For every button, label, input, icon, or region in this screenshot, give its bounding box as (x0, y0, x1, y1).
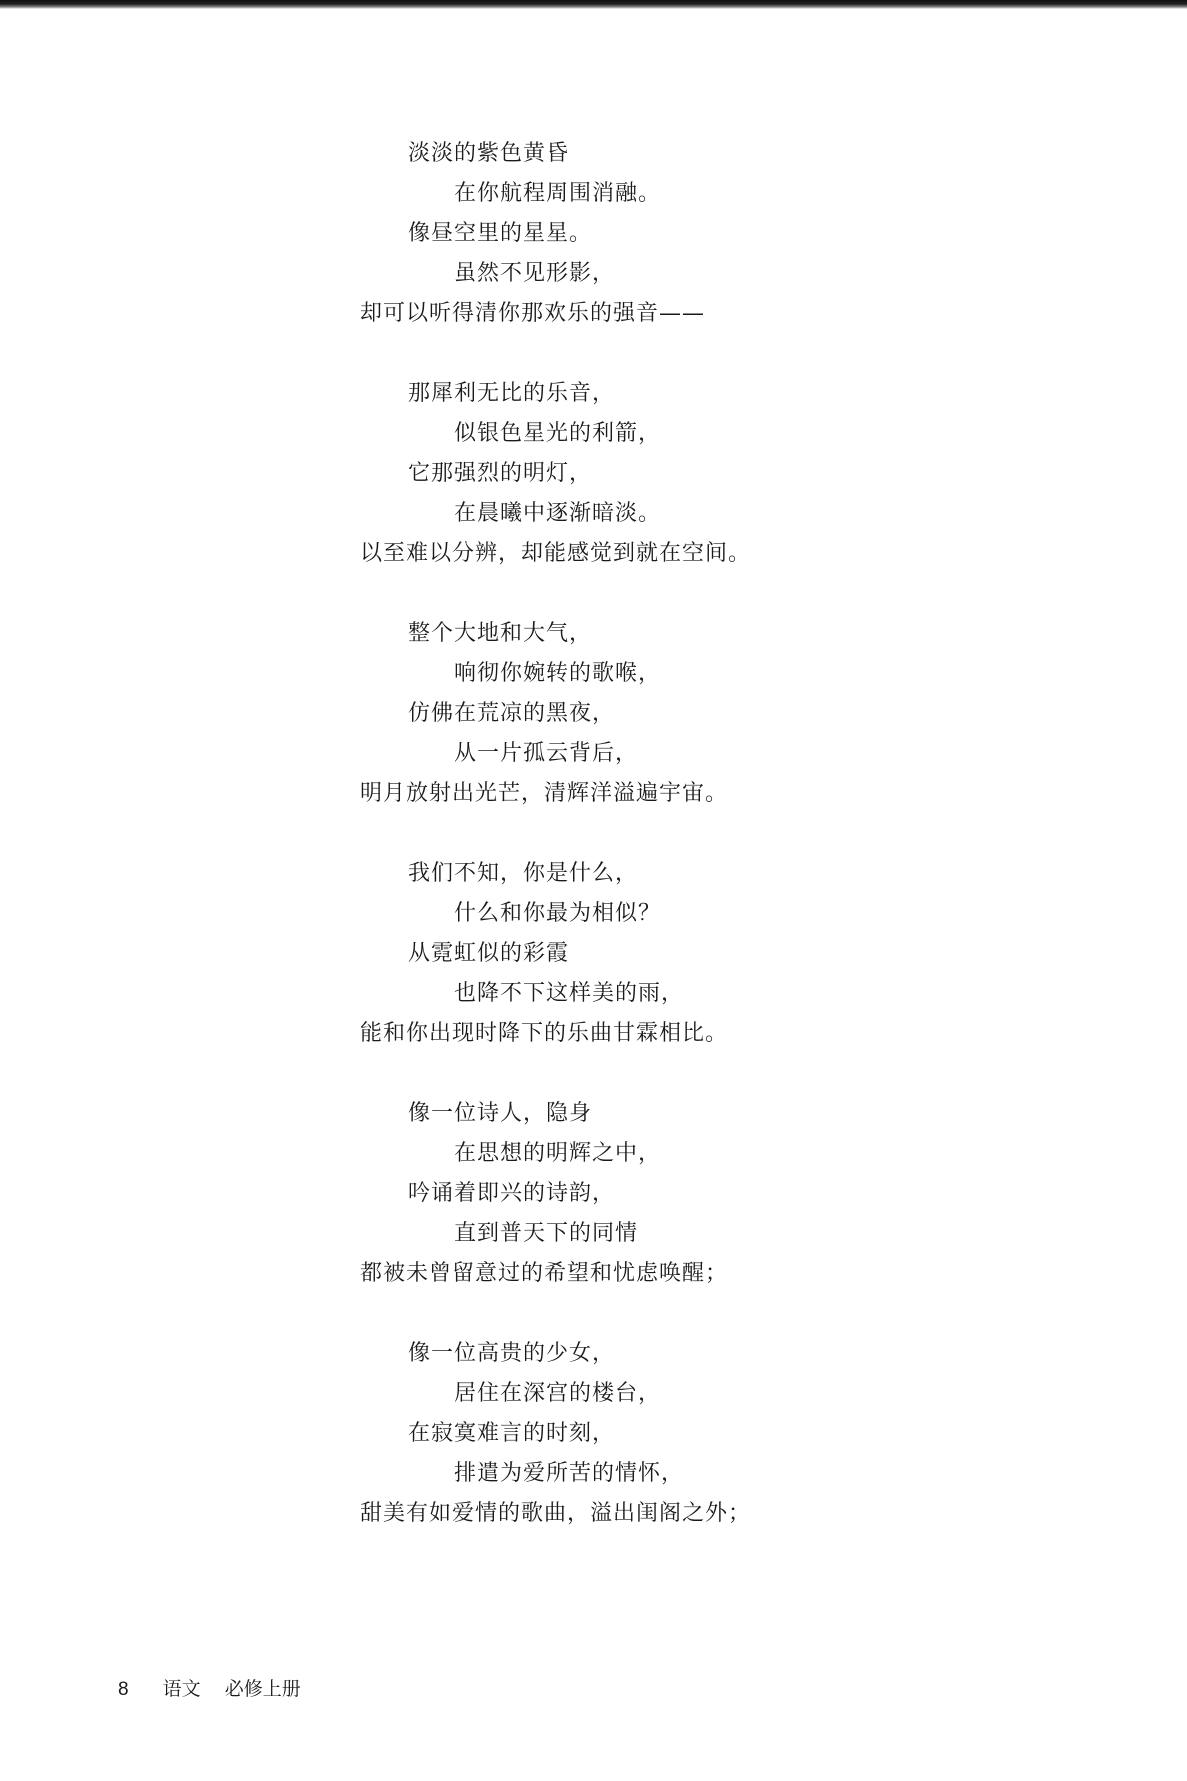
poem-line: 排遣为爱所苦的情怀， (454, 1461, 685, 1486)
page-number: 8 (118, 1679, 129, 1700)
poem-line: 从霓虹似的彩霞 (408, 941, 570, 966)
poem-line: 甜美有如爱情的歌曲，溢出闺阁之外； (360, 1501, 752, 1526)
poem-line: 吟诵着即兴的诗韵， (408, 1181, 616, 1206)
book-title: 语文 (162, 1678, 201, 1700)
poem-line: 在寂寞难言的时刻， (408, 1421, 616, 1446)
poem-line: 整个大地和大气， (408, 621, 593, 646)
poem-line: 也降不下这样美的雨， (454, 981, 685, 1006)
page-footer (118, 1676, 301, 1703)
poem-stanza (360, 854, 928, 1054)
poem-body (360, 134, 928, 1574)
poem-stanza (360, 1094, 928, 1294)
poem-line: 它那强烈的明灯， (408, 461, 593, 486)
poem-stanza (360, 374, 928, 574)
page-top-edge (0, 0, 1187, 9)
poem-line: 在你航程周围消融。 (454, 181, 662, 206)
poem-line: 响彻你婉转的歌喉， (454, 661, 662, 686)
poem-line: 在晨曦中逐渐暗淡。 (454, 501, 662, 526)
poem-line: 明月放射出光芒，清辉洋溢遍宇宙。 (360, 781, 729, 806)
poem-stanza (360, 134, 928, 334)
poem-line: 像一位高贵的少女， (408, 1341, 616, 1366)
poem-line: 什么和你最为相似？ (454, 901, 662, 926)
poem-line: 却可以听得清你那欢乐的强音—— (360, 301, 706, 326)
poem-line: 从一片孤云背后， (454, 741, 639, 766)
poem-line: 我们不知，你是什么， (408, 861, 639, 886)
poem-line: 像一位诗人，隐身 (408, 1101, 593, 1126)
poem-line: 仿佛在荒凉的黑夜， (408, 701, 616, 726)
poem-line: 以至难以分辨，却能感觉到就在空间。 (360, 541, 752, 566)
poem-stanza (360, 1334, 928, 1534)
poem-line: 能和你出现时降下的乐曲甘霖相比。 (360, 1021, 729, 1046)
poem-line: 直到普天下的同情 (454, 1221, 639, 1246)
poem-line: 在思想的明辉之中， (454, 1141, 662, 1166)
poem-line: 居住在深宫的楼台， (454, 1381, 662, 1406)
poem-line: 那犀利无比的乐音， (408, 381, 616, 406)
poem-line: 似银色星光的利箭， (454, 421, 662, 446)
poem-line: 淡淡的紫色黄昏 (408, 141, 570, 166)
poem-line: 虽然不见形影， (454, 261, 616, 286)
poem-line: 都被未曾留意过的希望和忧虑唤醒； (360, 1261, 729, 1286)
poem-line: 像昼空里的星星。 (408, 221, 593, 246)
book-volume: 必修上册 (224, 1678, 301, 1700)
poem-stanza (360, 614, 928, 814)
